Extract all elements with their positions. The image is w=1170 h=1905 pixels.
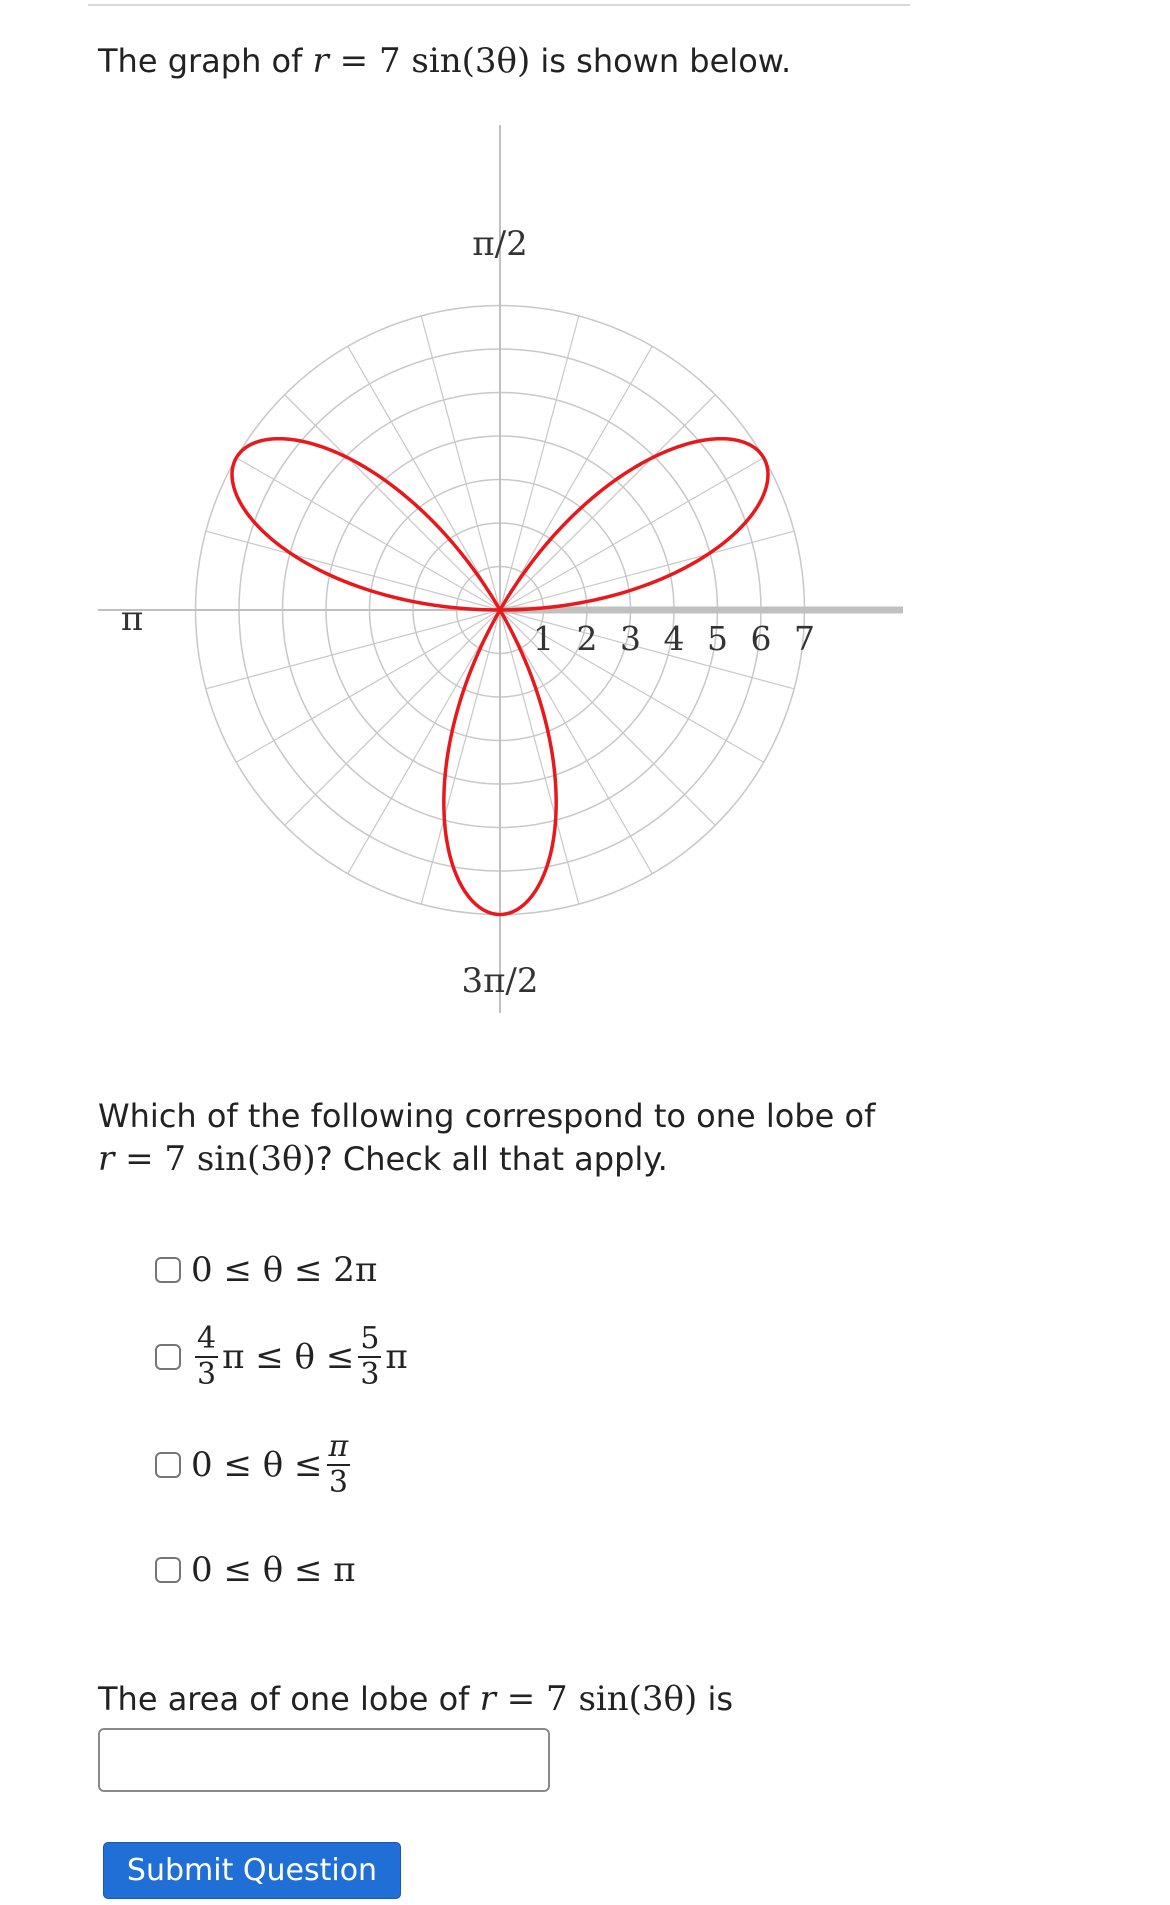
option-2-tail: π: [385, 1337, 408, 1377]
option-1[interactable]: [155, 1240, 377, 1300]
grid-spoke-210: [236, 610, 500, 762]
grid-spoke-135: [285, 395, 500, 610]
option-3-checkbox[interactable]: [155, 1452, 181, 1478]
radial-tick-label-4: 4: [663, 619, 685, 658]
grid-spoke-150: [236, 458, 500, 610]
area-answer-input[interactable]: [98, 1728, 550, 1792]
radial-tick-label-5: 5: [707, 619, 728, 658]
option-3[interactable]: [155, 1420, 354, 1510]
angle-label-bottom: 3π/2: [461, 961, 539, 1001]
lobe-question-line-1: [98, 1095, 875, 1137]
grid-spoke-45: [500, 395, 715, 610]
grid-spoke-225: [285, 610, 500, 825]
grid-spoke-195: [206, 610, 500, 689]
area-question: [98, 1678, 733, 1720]
area-prefix-text: The area of one lobe of: [98, 1680, 470, 1718]
option-1-checkbox[interactable]: [155, 1257, 181, 1283]
radial-tick-label-2: 2: [576, 619, 598, 658]
radial-tick-label-6: 6: [750, 619, 772, 658]
grid-spoke-105: [421, 316, 500, 610]
intro-equation: r = 7 sin(3θ): [312, 41, 531, 81]
option-2-left-fraction: $\frac{4}{3}$: [197, 1321, 217, 1392]
area-suffix-text: is: [707, 1680, 734, 1718]
area-equation: r = 7 sin(3θ): [479, 1679, 698, 1719]
option-4-label: 0 ≤ θ ≤ π: [191, 1550, 356, 1590]
option-2[interactable]: [155, 1312, 408, 1402]
submit-question-button[interactable]: Submit Question: [103, 1842, 401, 1899]
lobe-question-line-2: [98, 1138, 668, 1180]
grid-spoke-30: [500, 458, 764, 610]
lobe-equation: r = 7 sin(3θ): [98, 1139, 316, 1179]
grid-spoke-15: [500, 531, 794, 610]
option-1-label: 0 ≤ θ ≤ 2π: [191, 1250, 378, 1290]
grid-spoke-120: [348, 346, 500, 610]
radial-tick-label-7: 7: [794, 619, 815, 658]
grid-spoke-240: [348, 610, 500, 874]
intro-suffix-text: is shown below.: [540, 42, 792, 80]
grid-spoke-165: [206, 531, 500, 610]
option-3-prefix: 0 ≤ θ ≤: [191, 1445, 323, 1485]
option-3-fraction: $\frac{\pi}{3}$: [328, 1429, 349, 1500]
option-4[interactable]: [155, 1540, 356, 1600]
option-2-checkbox[interactable]: [155, 1344, 181, 1370]
radial-tick-label-1: 1: [533, 619, 554, 658]
option-2-right-fraction: $\frac{5}{3}$: [360, 1321, 380, 1392]
radial-tick-label-3: 3: [620, 619, 641, 658]
grid-spoke-60: [500, 346, 652, 610]
intro-prefix-text: The graph of: [98, 42, 303, 80]
grid-spoke-75: [500, 316, 579, 610]
lobe-suffix-text: ? Check all that apply.: [315, 1140, 668, 1178]
angle-label-top: π/2: [472, 224, 528, 264]
option-4-checkbox[interactable]: [155, 1557, 181, 1583]
option-2-middle: π ≤ θ ≤: [222, 1337, 355, 1377]
angle-label-left: π: [120, 599, 144, 639]
lobe-prefix-text: Which of the following correspond to one lobe of: [98, 1097, 876, 1135]
grid-spoke-255: [421, 610, 500, 904]
